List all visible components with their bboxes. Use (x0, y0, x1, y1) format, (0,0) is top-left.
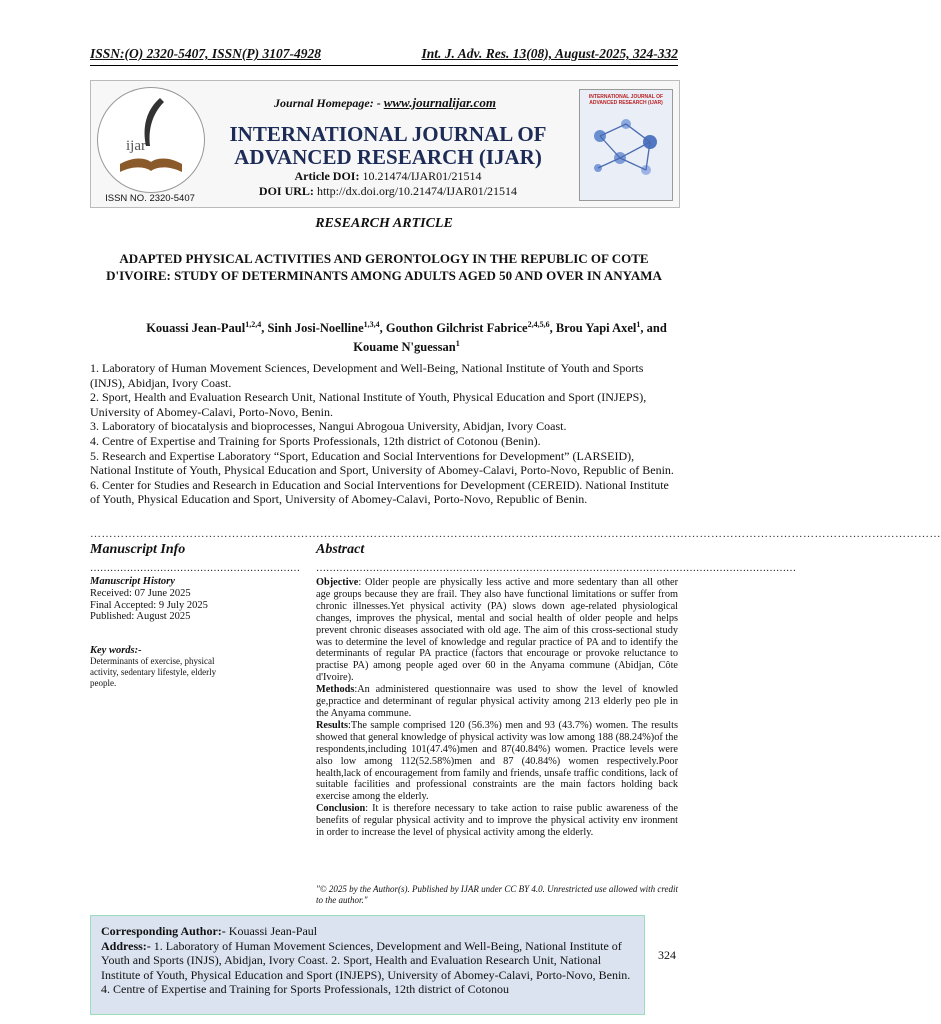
page-number: 324 (658, 948, 676, 962)
journal-title-line2: ADVANCED RESEARCH (IJAR) (234, 145, 542, 169)
dotted-divider: ……………………………………………………………………………………………………………………………… (316, 563, 796, 574)
article-doi-label: Article DOI: (294, 169, 360, 183)
received-date: Received: 07 June 2025 (90, 587, 191, 599)
keywords-label: Key words:- (90, 645, 142, 656)
author-name: Sinh Josi-Noelline (267, 321, 364, 336)
affiliation-item: 6. Center for Studies and Research in Education and Social Interventions for Development (CEREID). National Institute of Youth, Physical Education and Sport, University of Abomey-Calavi, Porto-Novo, Republic of Benin. (90, 477, 669, 507)
homepage-link[interactable]: www.journalijar.com (383, 95, 496, 110)
dotted-divider: …………………………………………………………………………………………………………………………………………………………………………………………………… (90, 528, 941, 540)
corresponding-address (101, 939, 634, 997)
abstract-results (316, 720, 678, 803)
results-label: Results (316, 719, 349, 731)
corresponding-label: Corresponding Author:- (101, 924, 226, 938)
methods-label: Methods (316, 684, 355, 696)
running-header (90, 46, 678, 62)
author-name: Kouame N'guessan (353, 340, 456, 355)
logo-text: ijar (126, 138, 146, 154)
author-affiliation-marker: 1 (636, 320, 641, 329)
corresponding-name: Kouassi Jean-Paul (228, 924, 318, 938)
logo-issn: ISSN NO. 2320-5407 (105, 193, 195, 204)
affiliation-item: 4. Centre of Expertise and Training for Sports Professionals, 12th district of Cotonou (Benin). (90, 433, 541, 448)
address-text: 1. Laboratory of Human Movement Sciences, Development and Well-Being, National Institute of Youth and Sports (INJS), Abidjan, Ivory Coast. 2. Sport, Health and Evaluation Research Unit, National Institute of Youth, Physical Education and Sport (INJEPS), University of Abomey-Calavi, Porto-Novo, Benin. 4. Centre of Expertise and Training for Sports Professionals, 12th district of Cotonou (101, 938, 631, 996)
abstract-body (316, 577, 678, 839)
journal-homepage (211, 95, 559, 111)
license-note: "© 2025 by the Author(s). Published by IJAR under CC BY 4.0. Unrestricted use allowed with credit to the author." (316, 884, 678, 905)
author-affiliation-marker: 1,2,4 (245, 320, 262, 329)
header-rule (90, 65, 678, 66)
affiliation-item: 1. Laboratory of Human Movement Sciences, Development and Well-Being, National Institute of Youth and Sports (INJS), Abidjan, Ivory Coast. (90, 361, 644, 390)
published-date: Published: August 2025 (90, 611, 191, 623)
affiliation-item: 2. Sport, Health and Evaluation Research Unit, National Institute of Youth, Physical Education and Sport (INJEPS), University of Abomey-Calavi, Porto-Novo, Benin. (90, 390, 647, 419)
address-label: Address:- (101, 938, 151, 953)
cover-title: INTERNATIONAL JOURNAL OF ADVANCED RESEARCH (IJAR) (588, 94, 664, 106)
affiliation-item: 3. Laboratory of biocatalysis and bioprocesses, Nangui Abrogoua University, Abidjan, Ivory Coast. (90, 419, 567, 434)
quill-book-icon (98, 88, 204, 192)
affiliation-item: 5. Research and Expertise Laboratory “Sport, Education and Social Interventions for Development” (LARSEID), National Institute of Youth, Physical Education and Sport, University of Abomey-Calavi, Porto-Novo, Republic of Benin. (90, 448, 674, 478)
author-name: Kouassi Jean-Paul (146, 321, 246, 336)
doi-url-label: DOI URL: (258, 184, 314, 198)
article-doi-value: 10.21474/IJAR01/21514 (362, 169, 482, 183)
author-affiliation-marker: 1 (455, 339, 460, 349)
abstract-objective (316, 577, 678, 684)
methods-text: :An administered questionnaire was used to show the level of knowled ge,practice and determinant of regular physical activity among 213 elderly peo ple in the Anyama commune. (316, 684, 678, 719)
conclusion-text: : It is therefore necessary to take action to raise public awareness of the benefits of regular physical activity and to improve the physical activity env ironment in order to increase the level of physical activity among the elderly. (316, 803, 678, 839)
homepage-label: Journal Homepage: - (274, 96, 381, 110)
journal-cover-thumbnail (579, 89, 673, 201)
dotted-divider: ……………………………………………………… (90, 563, 300, 574)
citation-text: Int. J. Adv. Res. 13(08), August-2025, 324-332 (421, 46, 678, 61)
history-label: Manuscript History (90, 576, 175, 587)
doi-url-link[interactable]: http://dx.doi.org/10.21474/IJAR01/21514 (316, 184, 518, 198)
author-list: Kouassi Jean-Paul$^{1,2,4}$, Sinh Josi-Noelline$^{1,3,4}$, Gouthon Gilchrist Fabrice$^{2,4,5,6}$, Brou Yapi Axel$^1$, and Kouame N'guessan$^1$ (146, 320, 667, 355)
doi-url (209, 184, 567, 199)
manuscript-info-heading: Manuscript Info (90, 542, 186, 557)
abstract-heading: Abstract (316, 542, 365, 557)
objective-text: : Older people are physically less active and more sedentary than all other age groups because they are frail. They also have functional limitations or suffer from chronic illnesses.Yet physical activity (PA) slows down age-related physiological changes, improves the physical, mental and social health of older people and helps prevent chronic diseases associated with old age. The aim of this cross-sectional study was to determine the level of knowledge and regular practice of PA and to identify the determinants of regular PA practice (factors that encourage or provoke reluctance to practise PA) among people aged over 60 in the Anyama commune (Abidjan, Côte d'Ivoire). (316, 577, 678, 684)
author-affiliation-marker: 2,4,5,6 (527, 320, 550, 329)
section-label: RESEARCH ARTICLE (315, 216, 453, 231)
abstract-conclusion (316, 803, 678, 839)
results-text: :The sample comprised 120 (56.3%) men and 93 (43.7%) women. The results showed that general knowledge of physical activity was low among 188 (88.24%)of the respondents,including 101(47.4%)men and 87(40.84%) women. Practice levels were also low among 112(52.58%)men and 87 (40.84%) women respectively.Poor health,lack of encouragement from family and friends, unsafe traffic conditions, lack of suitable facilities and professional constraints are the main factors holding back exercise among the elderly. (316, 719, 678, 803)
journal-title-line1: INTERNATIONAL JOURNAL OF (229, 122, 547, 146)
issn-text: ISSN:(O) 2320-5407, ISSN(P) 3107-4928 (90, 46, 322, 61)
article-doi (209, 169, 567, 184)
article-title: ADAPTED PHYSICAL ACTIVITIES AND GERONTOLOGY IN THE REPUBLIC OF COTE D'IVOIRE: STUDY OF DETERMINANTS AMONG ADULTS AGED 50 AND OVER IN ANYAMA (106, 251, 662, 283)
molecule-icon (580, 106, 672, 186)
objective-label: Objective (316, 577, 359, 588)
author-affiliation-marker: 1,3,4 (363, 320, 380, 329)
keywords-text: Determinants of exercise, physical activity, sedentary lifestyle, elderly people. (90, 656, 217, 688)
corresponding-author (101, 924, 634, 939)
affiliation-list (90, 361, 678, 507)
conclusion-label: Conclusion (316, 803, 366, 815)
journal-title (209, 123, 567, 169)
author-name: Brou Yapi Axel (555, 321, 637, 336)
manuscript-history (90, 576, 290, 623)
corresponding-author-box (90, 915, 645, 1015)
keywords-block (90, 645, 240, 689)
journal-masthead (90, 80, 680, 208)
accepted-date: Final Accepted: 9 July 2025 (90, 599, 208, 611)
journal-logo (97, 87, 205, 193)
abstract-methods (316, 684, 678, 720)
author-name: Gouthon Gilchrist Fabrice (385, 321, 528, 336)
